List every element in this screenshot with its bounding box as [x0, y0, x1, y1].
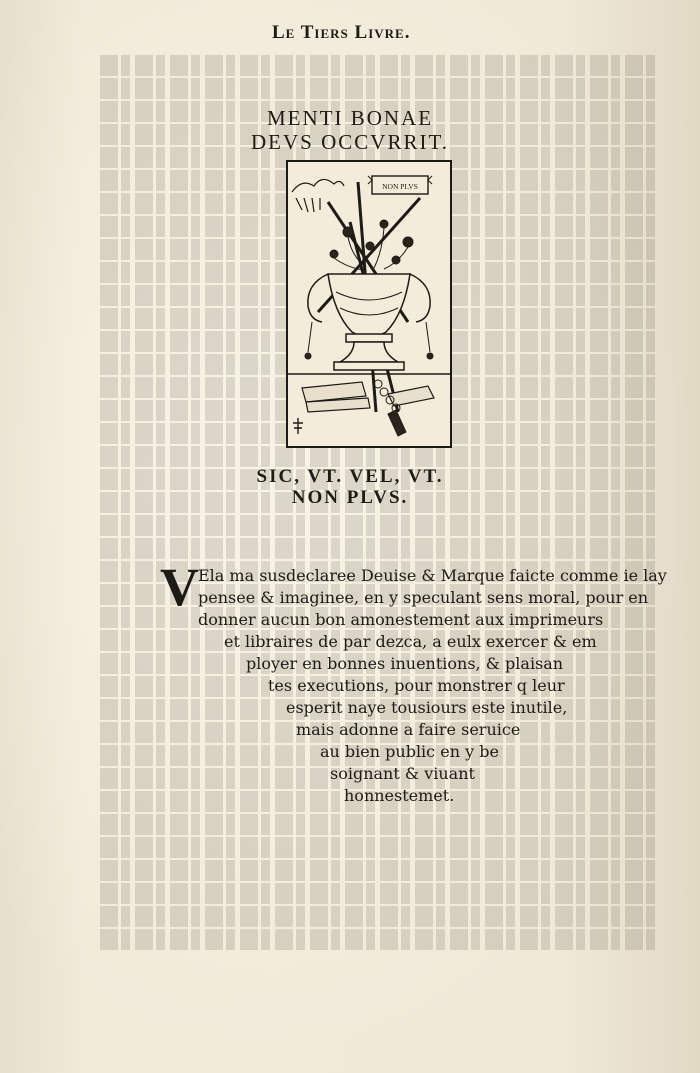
text-line: et libraires de par dezca, a eulx exercer & em [224, 632, 597, 651]
emblem-caption [0, 466, 700, 508]
text-line: pensee & imaginee, en y speculant sens moral, pour en [198, 588, 649, 607]
text-line: au bien public en y be [320, 742, 499, 761]
text-line: Ela ma susdeclaree Deuise & Marque faicte comme ie lay [198, 566, 667, 585]
vase-emblem-woodcut [288, 162, 450, 446]
text-line: donner aucun bon amonestement aux imprimeurs [198, 610, 604, 629]
drop-cap: V [160, 557, 199, 617]
banner-text: NON PLVS [382, 182, 418, 191]
text-line: soignant & viuant [330, 764, 475, 783]
running-head: Le Tiers Livre. [272, 22, 411, 43]
caption-line: SIC, VT. VEL, VT. [256, 466, 444, 487]
motto-line: DEVS OCCVRRIT. [251, 130, 449, 154]
caption-line: NON PLVS. [291, 487, 409, 508]
motto-line: MENTI BONAE [266, 106, 434, 130]
text-line: ployer en bonnes inuentions, & plaisan [246, 654, 564, 673]
text-line: esperit naye tousiours este inutile, [286, 698, 568, 717]
printers-mark-woodcut [286, 160, 452, 448]
motto-heading [0, 106, 700, 154]
text-line: tes executions, pour monstrer q leur [268, 676, 565, 695]
text-line: honnestemet. [344, 786, 455, 805]
text-line: mais adonne a faire seruice [296, 720, 521, 739]
